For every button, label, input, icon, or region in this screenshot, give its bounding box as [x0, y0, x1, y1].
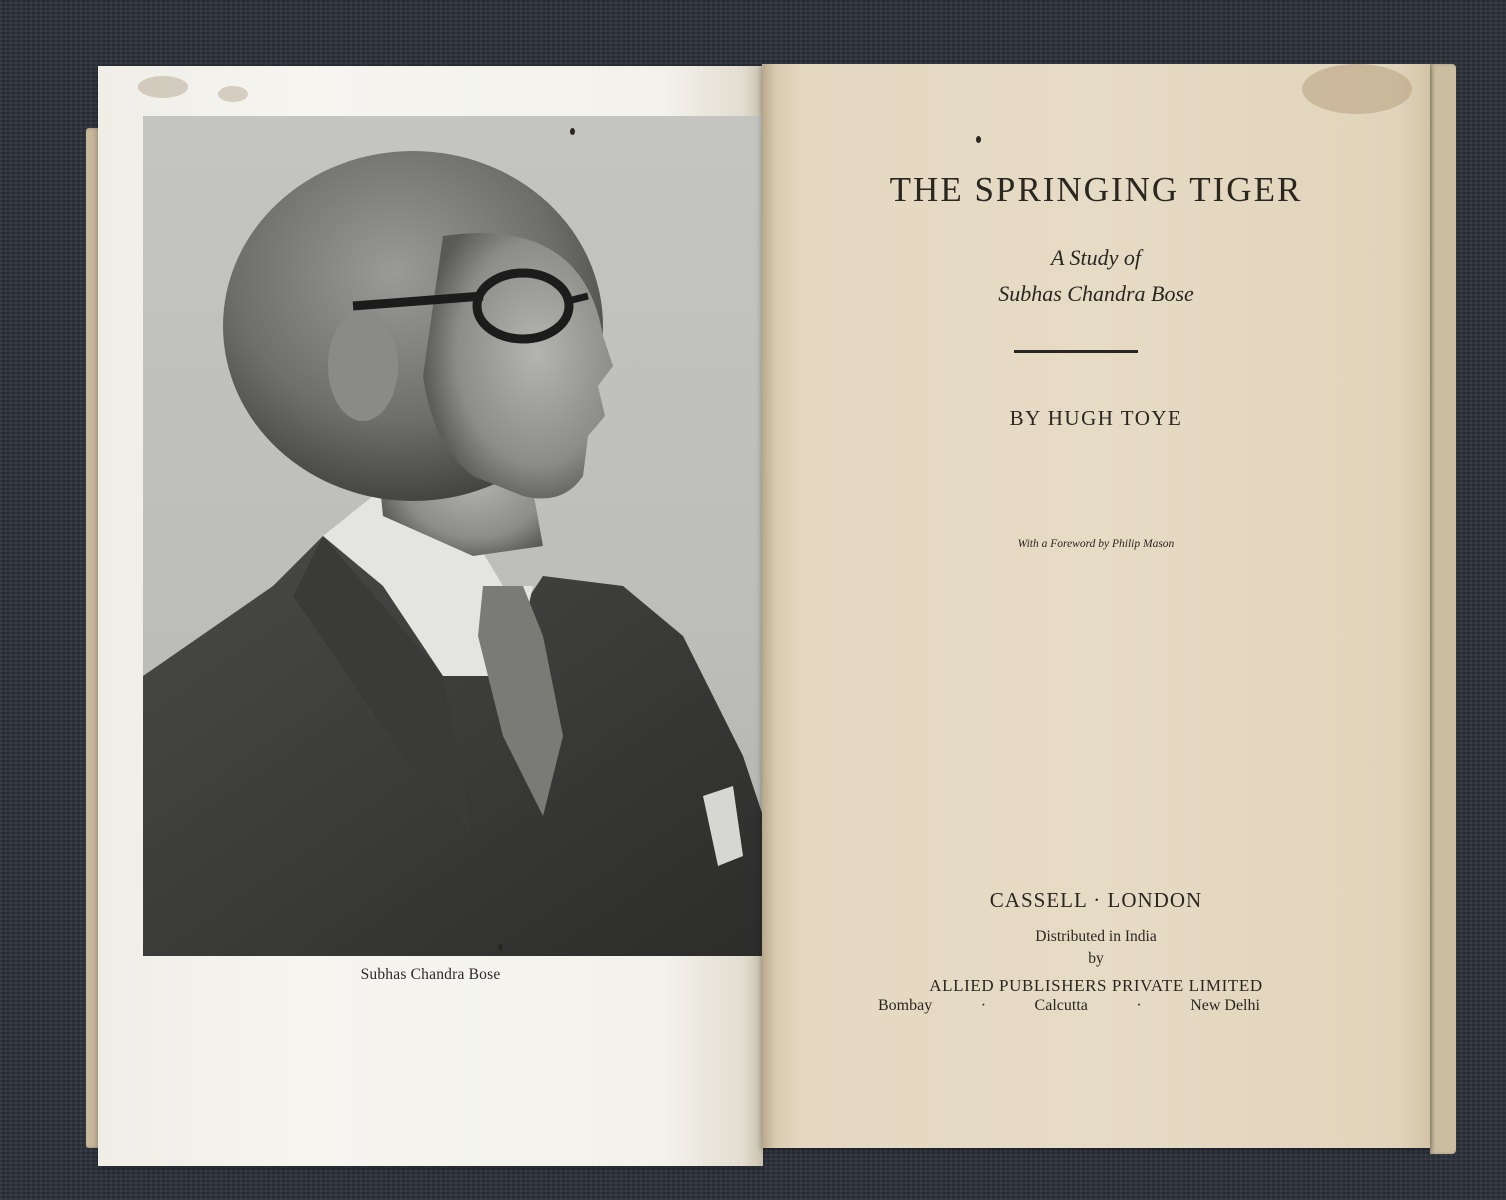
book-title: THE SPRINGING TIGER — [889, 170, 1303, 209]
paper-stain — [138, 76, 188, 98]
foreword-line: With a Foreword by Philip Mason — [1017, 538, 1175, 550]
page-hole — [570, 128, 575, 135]
city-calcutta: Calcutta — [1034, 997, 1088, 1014]
author-line: BY HUGH TOYE — [1009, 406, 1183, 430]
distributed-line-1: Distributed in India — [1035, 928, 1157, 945]
portrait-illustration — [143, 116, 763, 956]
left-page — [98, 66, 763, 1166]
open-book — [86, 60, 1456, 1164]
page-hole — [498, 944, 503, 951]
photo-caption: Subhas Chandra Bose — [360, 966, 501, 983]
city-separator: · — [1136, 997, 1142, 1014]
publisher-line: CASSELL · LONDON — [989, 888, 1203, 912]
subtitle-line-2: Subhas Chandra Bose — [998, 281, 1194, 306]
page-hole — [976, 136, 981, 143]
subtitle-line-1: A Study of — [1050, 245, 1142, 270]
portrait-photo — [143, 116, 763, 956]
cities-line — [878, 997, 1260, 1015]
cover-edge-right — [1430, 64, 1456, 1154]
city-bombay: Bombay — [878, 997, 933, 1014]
torn-corner — [1302, 64, 1412, 114]
book-subtitle — [762, 240, 1430, 312]
city-separator: · — [980, 997, 987, 1014]
title-divider — [1014, 350, 1138, 353]
distributor-name: ALLIED PUBLISHERS PRIVATE LIMITED — [929, 976, 1263, 995]
city-new-delhi: New Delhi — [1190, 997, 1260, 1014]
distribution-note — [762, 926, 1430, 970]
paper-stain — [218, 86, 248, 102]
distributed-line-2: by — [1088, 950, 1104, 967]
